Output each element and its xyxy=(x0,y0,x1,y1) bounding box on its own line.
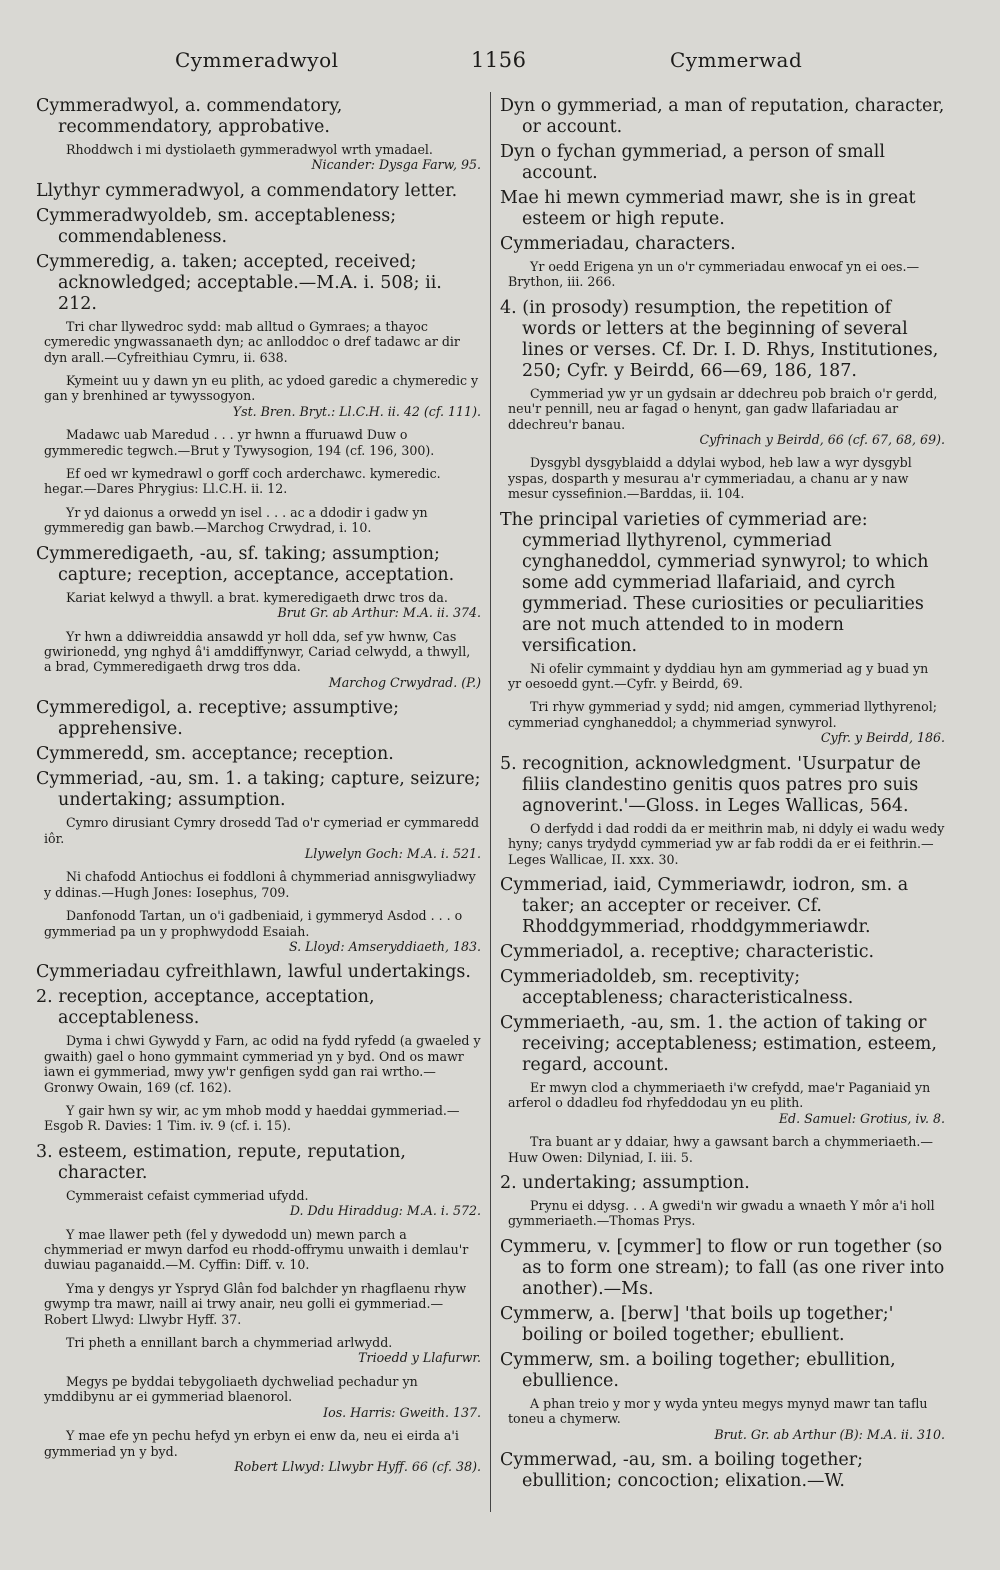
citation-source: Ios. Harris: Gweith. 137. xyxy=(323,1404,481,1420)
citation xyxy=(36,1281,481,1327)
citation-text: Er mwyn clod a chymmeriaeth i'w crefydd, mae'r Paganiaid yn arferol o ddadleu fod rhyfeddodau yn eu plith. xyxy=(508,1079,931,1111)
citation-text: A phan treio y mor y wyda ynteu megys mynyd mawr tan taflu toneu a chymerw. xyxy=(508,1395,928,1427)
dictionary-entry xyxy=(36,252,481,315)
entry-text: Cymmerw, sm. a boiling together; ebullition, ebullience. xyxy=(500,1349,896,1391)
citation-source: Trioedd y Llafurwr. xyxy=(358,1350,481,1366)
citation xyxy=(36,1335,481,1366)
dictionary-entry xyxy=(36,698,481,740)
citation-text: Prynu ei ddysg. . . A gwedi'n wir gwadu a wnaeth Y môr a'i holl gymmeriaeth.—Thomas Prys. xyxy=(508,1197,935,1229)
citation-text: Ni chafodd Antiochus ei foddloni â chymmeriad annisgwyliadwy y ddinas.—Hugh Jones: Iosephus, 709. xyxy=(44,869,476,900)
citation xyxy=(500,1396,945,1442)
citation-text: O derfydd i dad roddi da er meithrin mab, ni ddyly ei wadu wedy hyny; canys trydydd cymmeriad yw ar fab roddi da er ei feithrin.—Leges Wallicae, II. xxx. 30. xyxy=(508,820,945,867)
citation xyxy=(36,1033,481,1095)
entry-text: 5. recognition, acknowledgment. 'Usurpatur de filiis clandestino genitis quos patres pro suis agnoverint.'—Gloss. in Leges Wallicas, 564. xyxy=(500,753,921,816)
citation-text: Dysgybl dysgyblaidd a ddylai wybod, heb law a wyr dysgybl yspas, dosparth y mesurau a'r cymmeriadau, a chanu ar y naw mesur cyssefinion.—Barddas, ii. 104. xyxy=(508,455,912,502)
entry-text: Cymmeriad, -au, sm. 1. a taking; capture, seizure; undertaking; assumption. xyxy=(36,769,481,811)
dictionary-entry xyxy=(500,1237,945,1300)
dictionary-entry xyxy=(500,754,945,817)
citation xyxy=(500,821,945,867)
running-head-left: Cymmeradwyol xyxy=(175,48,339,72)
citation-source: D. Ddu Hiraddug: M.A. i. 572. xyxy=(289,1203,481,1219)
dictionary-entry xyxy=(500,942,945,963)
citation-text: Yma y dengys yr Yspryd Glân fod balchder yn rhagflaenu rhyw gwymp tra mawr, naill ai trwy anair, neu golli ei gymmeriad.—Robert Llwyd: Llwybr Hyff. 37. xyxy=(44,1280,467,1327)
entry-text: Cymmeradwyol, a. commendatory, recommendatory, approbative. xyxy=(36,96,343,137)
entry-text: Llythyr cymmeradwyol, a commendatory letter. xyxy=(36,180,458,201)
citation-text: Cymmeriad yw yr un gydsain ar ddechreu pob braich o'r gerdd, neu'r pennill, neu ar fagad o henynt, gan gadw llafariadau ar ddechreu'r banau. xyxy=(508,385,938,432)
citation-text: Tri char llywedroc sydd: mab alltud o Gymraes; a thayoc cymeredic yngwassanaeth dyn; ac anlloddoc o dref tadawc ar dir dyn arall.—Cyfreithiau Cymru, ii. 638. xyxy=(44,318,460,365)
citation xyxy=(500,455,945,501)
citation-source: S. Lloyd: Amseryddiaeth, 183. xyxy=(289,938,481,954)
citation-text: Rhoddwch i mi dystiolaeth gymmeradwyol wrth ymadael. xyxy=(66,142,433,157)
citation-text: Danfonodd Tartan, un o'i gadbeniaid, i gymmeryd Asdod . . . o gymmeriad pa un y prophwydodd Esaiah. xyxy=(44,908,463,939)
citation xyxy=(36,142,481,173)
page-number: 1156 xyxy=(471,48,527,72)
citation-text: Tra buant ar y ddaiar, hwy a gawsant barch a chymmeriaeth.—Huw Owen: Dilyniad, I. iii. 5. xyxy=(508,1134,933,1165)
dictionary-entry xyxy=(36,744,481,765)
dictionary-entry xyxy=(500,1450,945,1492)
entry-text: 4. (in prosody) resumption, the repetition of words or letters at the beginning of several lines or verses. Cf. Dr. I. D. Rhys, Institutiones, 250; Cyfr. y Beirdd, 66—69, 186, 187. xyxy=(500,297,939,381)
entry-text: Cymmeredigol, a. receptive; assumptive; apprehensive. xyxy=(36,698,400,740)
entry-text: Cymmerwad, -au, sm. a boiling together; ebullition; concoction; elixation.—W. xyxy=(500,1449,863,1491)
dictionary-entry xyxy=(500,967,945,1009)
dictionary-entry xyxy=(500,234,945,255)
dictionary-entry xyxy=(36,206,481,248)
citation xyxy=(500,1134,945,1165)
dictionary-entry xyxy=(500,96,945,138)
dictionary-entry xyxy=(500,1304,945,1346)
citation xyxy=(36,629,481,691)
citation-text: Dyma i chwi Gywydd y Farn, ac odid na fydd ryfedd (a gwaeled y gwaith) gael o hono gymmaint cymmeriad yn y byd. Ond os mawr iawn ei gymmeriad, mwy yw'r genfigen sydd gan rai wrtho.—Gronwy Owain, 169 (cf. 162). xyxy=(44,1033,481,1095)
entry-text: Cymmeradwyoldeb, sm. acceptableness; commendableness. xyxy=(36,205,397,247)
citation-source: Llywelyn Goch: M.A. i. 521. xyxy=(304,845,481,861)
dictionary-entry xyxy=(500,1013,945,1076)
citation-source: Brut Gr. ab Arthur: M.A. ii. 374. xyxy=(277,605,481,621)
entry-text: Cymmeru, v. [cymmer] to flow or run together (so as to form one stream); to fall (as one river into another).—Ms. xyxy=(500,1236,945,1299)
entry-text: Cymmeriadoldeb, sm. receptivity; acceptableness; characteristicalness. xyxy=(500,966,854,1008)
citation-text: Y gair hwn sy wir, ac ym mhob modd y haeddai gymmeriad.—Esgob R. Davies: 1 Tim. iv. 9 (cf. i. 15). xyxy=(44,1103,460,1134)
citation xyxy=(500,661,945,692)
dictionary-entry xyxy=(500,142,945,184)
entry-text: Cymmeredig, a. taken; accepted, received; acknowledged; acceptable.—M.A. i. 508; ii. 212. xyxy=(36,251,442,314)
citation-source: Cyfrinach y Beirdd, 66 (cf. 67, 68, 69). xyxy=(699,432,945,448)
entry-text: 2. reception, acceptance, acceptation, acceptableness. xyxy=(36,987,375,1029)
dictionary-entry xyxy=(500,188,945,230)
citation xyxy=(36,466,481,497)
citation-source: Nicander: Dysga Farw, 95. xyxy=(311,157,481,173)
dictionary-entry xyxy=(36,1142,481,1184)
entry-text: 2. undertaking; assumption. xyxy=(500,1172,750,1193)
citation xyxy=(36,1227,481,1273)
citation-text: Y mae efe yn pechu hefyd yn erbyn ei enw da, neu ei eirda a'i gymmeriad yn y byd. xyxy=(44,1428,459,1459)
citation-source: Cyfr. y Beirdd, 186. xyxy=(820,730,945,746)
dictionary-entry xyxy=(36,544,481,586)
citation-text: Yr yd daionus a orwedd yn isel . . . ac a ddodir i gadw yn gymmeredig gan bawb.—Marchog Crwydrad, i. 10. xyxy=(44,504,428,536)
citation-text: Kymeint uu y dawn yn eu plith, ac ydoed garedic a chymeredic y gan y brenhined ar tywyssogyon. xyxy=(44,373,479,404)
entry-text: Mae hi mewn cymmeriad mawr, she is in great esteem or high repute. xyxy=(500,188,916,229)
citation xyxy=(36,590,481,621)
entry-text: Cymmeredd, sm. acceptance; reception. xyxy=(36,744,394,765)
citation xyxy=(36,505,481,536)
entry-text: 3. esteem, estimation, repute, reputation, character. xyxy=(36,1141,406,1183)
dictionary-entry xyxy=(36,962,481,983)
entry-text: Cymmeriad, iaid, Cymmeriawdr, iodron, sm. a taker; an accepter or receiver. Cf. Rhoddgymmeriad, rhoddgymmeriawdr. xyxy=(500,874,909,937)
dictionary-entry xyxy=(36,96,481,138)
citation xyxy=(36,373,481,419)
entry-text: Cymmeriadau cyfreithlawn, lawful undertakings. xyxy=(36,962,471,983)
entry-text: Dyn o fychan gymmeriad, a person of small account. xyxy=(500,142,885,183)
entry-text: The principal varieties of cymmeriad are: cymmeriad llythyrenol, cymmeriad cynghaneddol, cymmeriad synwyrol; to which some add cymmeriad llafariaid, and cyrch gymmeriad. These curiosities or peculiarities are not much attended to in modern versification. xyxy=(500,509,929,656)
entry-text: Cymmeriaeth, -au, sm. 1. the action of taking or receiving; acceptableness; estimation, esteem, regard, account. xyxy=(500,1012,937,1075)
citation-text: Cymmeraist cefaist cymmeriad ufydd. xyxy=(66,1187,309,1203)
entry-text: Cymmerw, a. [berw] 'that boils up together;' boiling or boiled together; ebullient. xyxy=(500,1303,894,1345)
citation xyxy=(500,699,945,745)
citation xyxy=(500,386,945,448)
dictionary-entry xyxy=(500,510,945,657)
entry-text: Cymmeriadol, a. receptive; characteristic. xyxy=(500,941,875,962)
citation-text: Ef oed wr kymedrawl o gorff coch arderchawc. kymeredic. hegar.—Dares Phrygius: Ll.C.H. ii. 12. xyxy=(44,466,441,497)
citation xyxy=(36,1374,481,1420)
citation-source: Brut. Gr. ab Arthur (B): M.A. ii. 310. xyxy=(714,1426,945,1442)
citation-source: Marchog Crwydrad. (P.) xyxy=(328,674,481,690)
citation-text: Cymro dirusiant Cymry drosedd Tad o'r cymeriad er cymmaredd iôr. xyxy=(44,815,480,846)
citation xyxy=(36,1103,481,1134)
citation xyxy=(500,1080,945,1126)
citation-text: Kariat kelwyd a thwyll. a brat. kymeredigaeth drwc tros da. xyxy=(66,589,448,605)
citation-source: Yst. Bren. Bryt.: Ll.C.H. ii. 42 (cf. 111). xyxy=(232,403,481,419)
citation xyxy=(36,908,481,954)
citation-text: Y mae llawer peth (fel y dywedodd un) mewn parch a chymmeriad er mwyn darfod eu rhodd-offrymu unwaith i demlau'r duwiau paganaidd.—M. Cyffin: Diff. v. 10. xyxy=(44,1226,469,1273)
column-divider xyxy=(490,92,491,1512)
dictionary-entry xyxy=(36,181,481,202)
entry-text: Cymmeredigaeth, -au, sf. taking; assumption; capture; reception, acceptance, acceptation. xyxy=(36,543,455,585)
dictionary-entry xyxy=(500,1350,945,1392)
citation xyxy=(36,869,481,900)
citation xyxy=(36,1188,481,1219)
citation xyxy=(500,259,945,290)
citation-text: Megys pe byddai tebygoliaeth dychweliad pechadur yn ymddibynu ar ei gymmeriad blaenorol. xyxy=(44,1373,418,1405)
dictionary-entry xyxy=(500,875,945,938)
dictionary-entry xyxy=(36,987,481,1029)
citation-text: Madawc uab Maredud . . . yr hwnn a ffuruawd Duw o gymmeredic tegwch.—Brut y Tywysogion, 194 (cf. 196, 300). xyxy=(44,427,435,458)
entry-text: Dyn o gymmeriad, a man of reputation, character, or account. xyxy=(500,96,945,137)
left-column xyxy=(36,96,481,1482)
dictionary-entry xyxy=(500,1173,945,1194)
citation-text: Tri pheth a ennillant barch a chymmeriad arlwydd. xyxy=(66,1335,393,1351)
dictionary-entry xyxy=(500,298,945,382)
dictionary-entry xyxy=(36,769,481,811)
running-head-right: Cymmerwad xyxy=(670,48,803,72)
citation xyxy=(36,427,481,458)
citation-source: Ed. Samuel: Grotius, iv. 8. xyxy=(778,1110,945,1126)
citation-text: Tri rhyw gymmeriad y sydd; nid amgen, cymmeriad llythyrenol; cymmeriad cynghaneddol; a chymmeriad synwyrol. xyxy=(508,699,937,730)
citation-text: Yr hwn a ddiwreiddia ansawdd yr holl dda, sef yw hwnw, Cas gwirionedd, yng nghyd â'i amddiffynwyr, Cariad celwydd, a thwyll, a brad, Cymmeredigaeth drwg tros dda. xyxy=(44,628,471,675)
citation xyxy=(36,1428,481,1474)
entry-text: Cymmeriadau, characters. xyxy=(500,234,736,254)
citation xyxy=(500,1198,945,1229)
citation xyxy=(36,319,481,365)
right-column xyxy=(500,96,945,1496)
citation xyxy=(36,815,481,861)
citation-source: Robert Llwyd: Llwybr Hyff. 66 (cf. 38). xyxy=(234,1458,481,1474)
citation-text: Yr oedd Erigena yn un o'r cymmeriadau enwocaf yn ei oes.—Brython, iii. 266. xyxy=(508,259,920,290)
citation-text: Ni ofelir cymmaint y dyddiau hyn am gymmeriad ag y buad yn yr oesoedd gynt.—Cyfr. y Beirdd, 69. xyxy=(508,660,929,692)
